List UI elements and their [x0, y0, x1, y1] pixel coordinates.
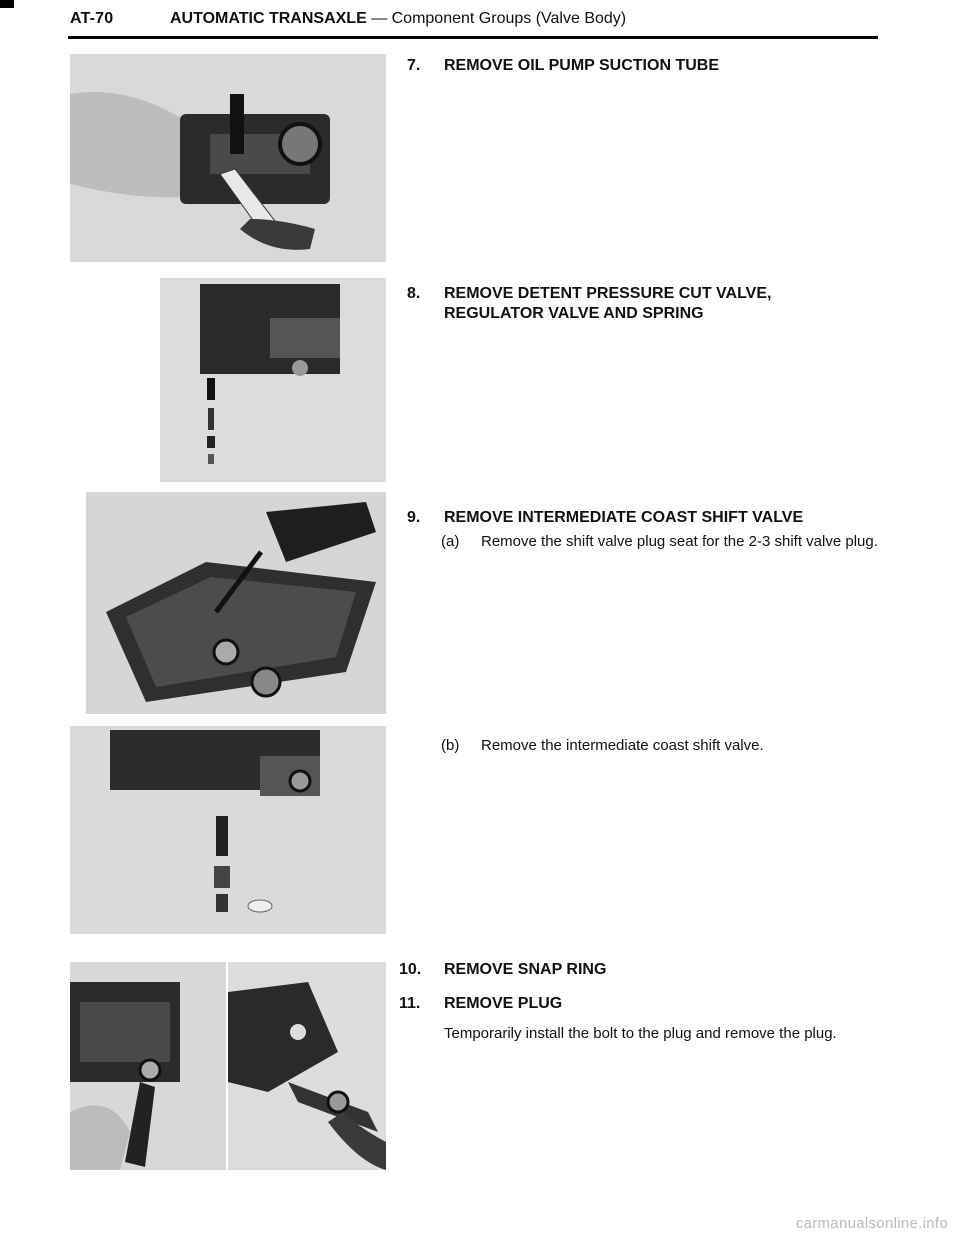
sub-text: Remove the shift valve plug seat for the 2-3 shift valve plug.: [481, 533, 878, 550]
title-bold: AUTOMATIC TRANSAXLE: [170, 10, 367, 27]
sub-tag: (a): [441, 533, 460, 550]
photo-valve-body-tool: [86, 492, 386, 714]
step-heading: REMOVE INTERMEDIATE COAST SHIFT VALVE: [444, 509, 804, 526]
step-10-title: [399, 960, 607, 980]
step-number: 8.: [407, 285, 421, 302]
header-rule: [68, 36, 878, 39]
step-heading: REMOVE SNAP RING: [444, 961, 607, 978]
step-heading-line2: REGULATOR VALVE AND SPRING: [444, 305, 704, 322]
photo-plug: [228, 962, 386, 1170]
corner-mark: [0, 0, 14, 8]
step-8-title: [407, 284, 847, 324]
step-heading: REMOVE OIL PUMP SUCTION TUBE: [444, 57, 719, 74]
photo-oil-pump-tube: [70, 54, 386, 262]
page-header: [0, 0, 960, 44]
page-number: AT-70: [70, 10, 114, 27]
photo-detent-valve: [160, 278, 386, 482]
step-number: 11.: [399, 995, 421, 1012]
title-dash: —: [366, 10, 392, 27]
step-number: 7.: [407, 57, 421, 74]
watermark: carmanualsonline.info: [795, 1215, 948, 1232]
step-9-sub-b: [441, 736, 881, 756]
page-title: [170, 10, 626, 28]
step-11-title: [399, 994, 563, 1014]
step-number: 10.: [399, 961, 422, 978]
sub-tag: (b): [441, 737, 460, 754]
step-9-title: [407, 508, 803, 528]
title-rest: Component Groups (Valve Body): [391, 10, 627, 27]
sub-text: Remove the intermediate coast shift valve.: [481, 737, 764, 754]
step-11-body: Temporarily install the bolt to the plug and remove the plug.: [444, 1025, 837, 1042]
step-number: 9.: [407, 509, 421, 526]
photo-snap-ring: [70, 962, 226, 1170]
photo-coast-shift-valve: [70, 726, 386, 934]
step-heading-line1: REMOVE DETENT PRESSURE CUT VALVE,: [444, 285, 772, 302]
step-7-title: [407, 56, 719, 76]
step-heading: REMOVE PLUG: [444, 995, 563, 1012]
step-9-sub-a: [441, 532, 881, 552]
